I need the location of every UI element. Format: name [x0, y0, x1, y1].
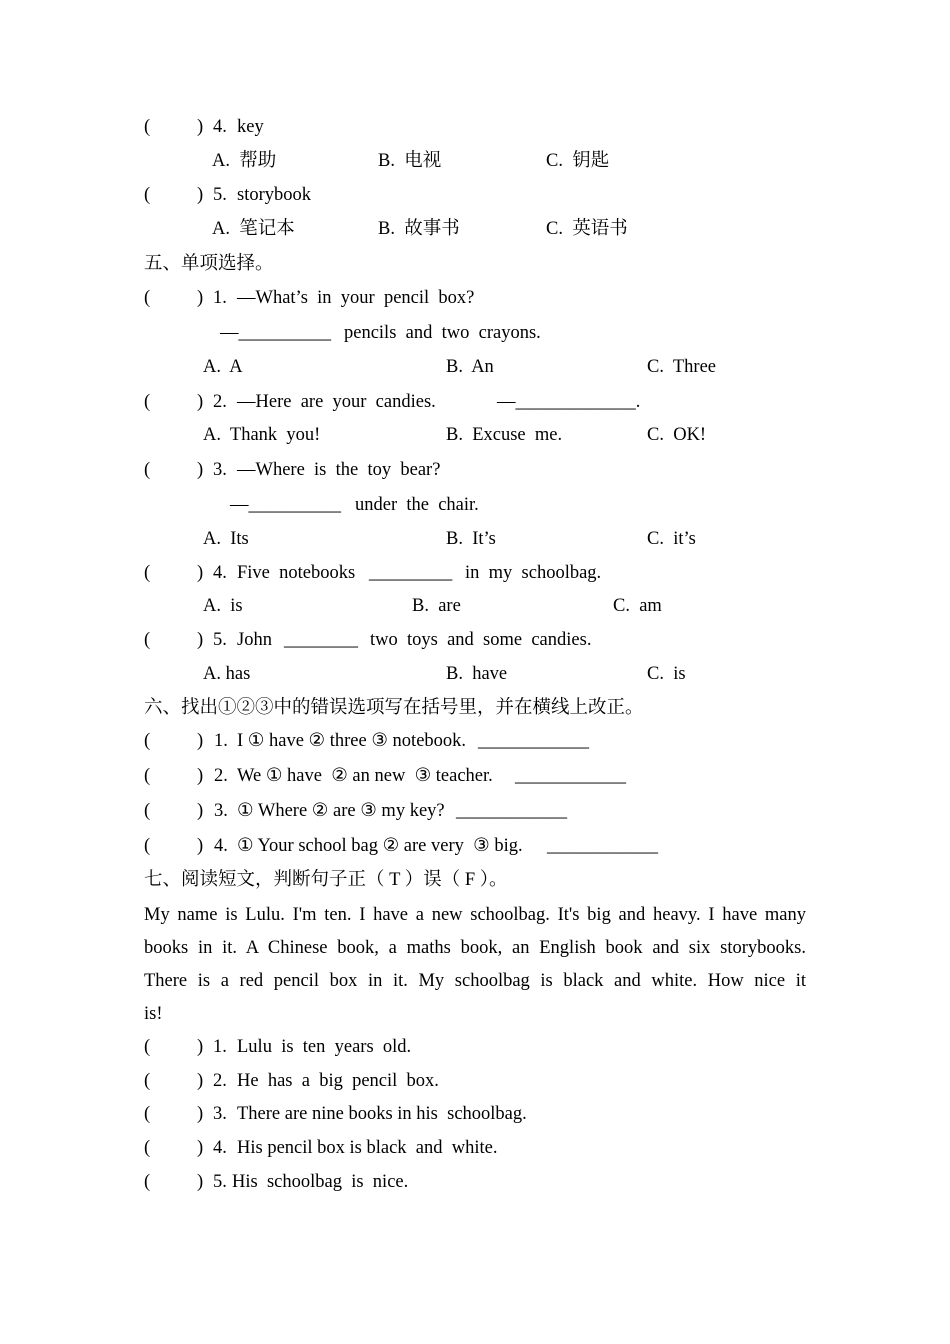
option-b: B. An	[446, 357, 494, 377]
question-number: 5.	[213, 185, 227, 205]
question-statement: He has a big pencil box.	[237, 1071, 439, 1091]
question-text-before-blank: John	[237, 630, 272, 650]
correction-blank: ____________	[547, 836, 658, 856]
question-number: 3.	[213, 460, 227, 480]
section-heading: 五、单项选择。	[144, 254, 274, 274]
correction-blank: ____________	[456, 801, 567, 821]
option-c: C. OK!	[647, 425, 707, 445]
option-c: C. is	[647, 664, 686, 684]
question-text-after-blank: two toys and some candies.	[370, 630, 592, 650]
question-statement: His schoolbag is nice.	[232, 1172, 409, 1192]
answer-paren-close: )	[197, 731, 204, 751]
option-b: B. have	[446, 664, 508, 684]
passage-line: books in it. A Chinese book, a maths book, an English book and six storybooks.	[144, 938, 806, 958]
passage-line: My name is Lulu. I'm ten. I have a new schoolbag. It's big and heavy. I have many	[144, 905, 806, 925]
answer-paren-open: (	[144, 460, 151, 480]
option-b: B. It’s	[446, 529, 496, 549]
s5-question-5-options	[0, 662, 950, 686]
question-word: key	[237, 117, 264, 137]
question-statement: His pencil box is black and white.	[237, 1138, 498, 1158]
answer-paren-close: )	[197, 1172, 204, 1192]
answer-paren-close: )	[197, 1071, 204, 1091]
reply-text: under the chair.	[355, 495, 479, 515]
s4-question-5	[0, 183, 950, 207]
s6-question-2	[0, 764, 950, 788]
question-number: 1.	[213, 288, 227, 308]
s5-question-3-reply	[0, 493, 950, 517]
s7-question-5	[0, 1170, 950, 1194]
option-a: A. is	[203, 596, 243, 616]
s5-question-1	[0, 286, 950, 310]
option-b: B. 故事书	[378, 219, 460, 239]
answer-paren-open: (	[144, 288, 151, 308]
question-number: 4.	[214, 836, 228, 856]
option-a: A. has	[203, 664, 251, 684]
s5-question-3-options	[0, 527, 950, 551]
s7-question-3	[0, 1102, 950, 1126]
reply-blank: —__________	[230, 495, 341, 515]
option-c: C. Three	[647, 357, 717, 377]
s6-question-4	[0, 834, 950, 858]
answer-paren-close: )	[197, 288, 204, 308]
question-prompt: —Here are your candies.	[237, 392, 436, 412]
answer-paren-open: (	[144, 766, 151, 786]
answer-paren-open: (	[144, 1172, 151, 1192]
question-statement: Lulu is ten years old.	[237, 1037, 412, 1057]
answer-paren-close: )	[197, 766, 204, 786]
answer-paren-open: (	[144, 1037, 151, 1057]
question-text-before-blank: Five notebooks	[237, 563, 356, 583]
answer-paren-close: )	[197, 630, 204, 650]
option-b: B. 电视	[378, 151, 442, 171]
s5-question-4	[0, 561, 950, 585]
s5-heading-row	[0, 252, 950, 276]
s6-question-3	[0, 799, 950, 823]
s4-question-4	[0, 115, 950, 139]
question-number: 5.	[213, 1172, 227, 1192]
answer-paren-open: (	[144, 731, 151, 751]
s5-question-5	[0, 628, 950, 652]
question-number: 1.	[213, 1037, 227, 1057]
question-number: 3.	[213, 1104, 227, 1124]
s6-heading-row	[0, 696, 950, 720]
s7-question-4	[0, 1136, 950, 1160]
answer-paren-open: (	[144, 117, 151, 137]
passage-line: is!	[144, 1004, 163, 1024]
answer-paren-close: )	[197, 392, 204, 412]
question-number: 2.	[214, 766, 228, 786]
question-text-after-blank: in my schoolbag.	[465, 563, 602, 583]
s5-question-4-options	[0, 594, 950, 618]
option-b: B. Excuse me.	[446, 425, 563, 445]
option-a: A. Its	[203, 529, 249, 549]
s7-question-1	[0, 1035, 950, 1059]
section-heading: 七、阅读短文，判断句子正（ T ）误（ F ）。	[144, 870, 508, 890]
answer-paren-open: (	[144, 836, 151, 856]
s5-question-1-reply	[0, 321, 950, 345]
s4-question-4-options	[0, 149, 950, 173]
reply-blank: —_____________.	[497, 392, 641, 412]
question-sentence: ① Your school bag ② are very ③ big.	[237, 836, 523, 856]
reply-blank: —__________	[220, 323, 331, 343]
answer-paren-close: )	[197, 1104, 204, 1124]
answer-paren-close: )	[197, 801, 204, 821]
question-number: 4.	[213, 563, 227, 583]
option-a: A. 帮助	[212, 151, 277, 171]
answer-paren-open: (	[144, 563, 151, 583]
s5-question-3	[0, 458, 950, 482]
s4-question-5-options	[0, 217, 950, 241]
option-a: A. A	[203, 357, 243, 377]
question-number: 2.	[213, 1071, 227, 1091]
question-sentence: We ① have ② an new ③ teacher.	[237, 766, 493, 786]
s5-question-1-options	[0, 355, 950, 379]
question-number: 5.	[213, 630, 227, 650]
question-number: 4.	[213, 117, 227, 137]
question-prompt: —Where is the toy bear?	[237, 460, 441, 480]
answer-paren-close: )	[197, 117, 204, 137]
option-c: C. 英语书	[546, 219, 628, 239]
option-a: A. 笔记本	[212, 219, 295, 239]
question-statement: There are nine books in his schoolbag.	[237, 1104, 527, 1124]
answer-paren-open: (	[144, 801, 151, 821]
s7-heading-row	[0, 868, 950, 892]
fill-blank: ________	[284, 630, 358, 650]
question-word: storybook	[237, 185, 311, 205]
answer-paren-close: )	[197, 185, 204, 205]
option-c: C. 钥匙	[546, 151, 610, 171]
fill-blank: _________	[369, 563, 453, 583]
s5-question-2-options	[0, 423, 950, 447]
answer-paren-close: )	[197, 836, 204, 856]
answer-paren-close: )	[197, 460, 204, 480]
answer-paren-open: (	[144, 1104, 151, 1124]
reply-text: pencils and two crayons.	[344, 323, 541, 343]
option-b: B. are	[412, 596, 461, 616]
answer-paren-open: (	[144, 185, 151, 205]
question-sentence: I ① have ② three ③ notebook.	[237, 731, 467, 751]
question-number: 4.	[213, 1138, 227, 1158]
answer-paren-open: (	[144, 392, 151, 412]
passage-line: There is a red pencil box in it. My schoolbag is black and white. How nice it	[144, 971, 806, 991]
question-sentence: ① Where ② are ③ my key?	[237, 801, 445, 821]
answer-paren-open: (	[144, 630, 151, 650]
answer-paren-close: )	[197, 1138, 204, 1158]
option-a: A. Thank you!	[203, 425, 321, 445]
correction-blank: ____________	[478, 731, 589, 751]
s7-question-2	[0, 1069, 950, 1093]
option-c: C. it’s	[647, 529, 696, 549]
answer-paren-close: )	[197, 563, 204, 583]
s5-question-2	[0, 390, 950, 414]
option-c: C. am	[613, 596, 662, 616]
answer-paren-close: )	[197, 1037, 204, 1057]
question-number: 1.	[214, 731, 228, 751]
question-number: 2.	[213, 392, 227, 412]
question-prompt: —What’s in your pencil box?	[237, 288, 475, 308]
correction-blank: ____________	[515, 766, 626, 786]
question-number: 3.	[214, 801, 228, 821]
s6-question-1	[0, 729, 950, 753]
answer-paren-open: (	[144, 1071, 151, 1091]
section-heading: 六、找出①②③中的错误选项写在括号里，并在横线上改正。	[144, 698, 644, 718]
answer-paren-open: (	[144, 1138, 151, 1158]
